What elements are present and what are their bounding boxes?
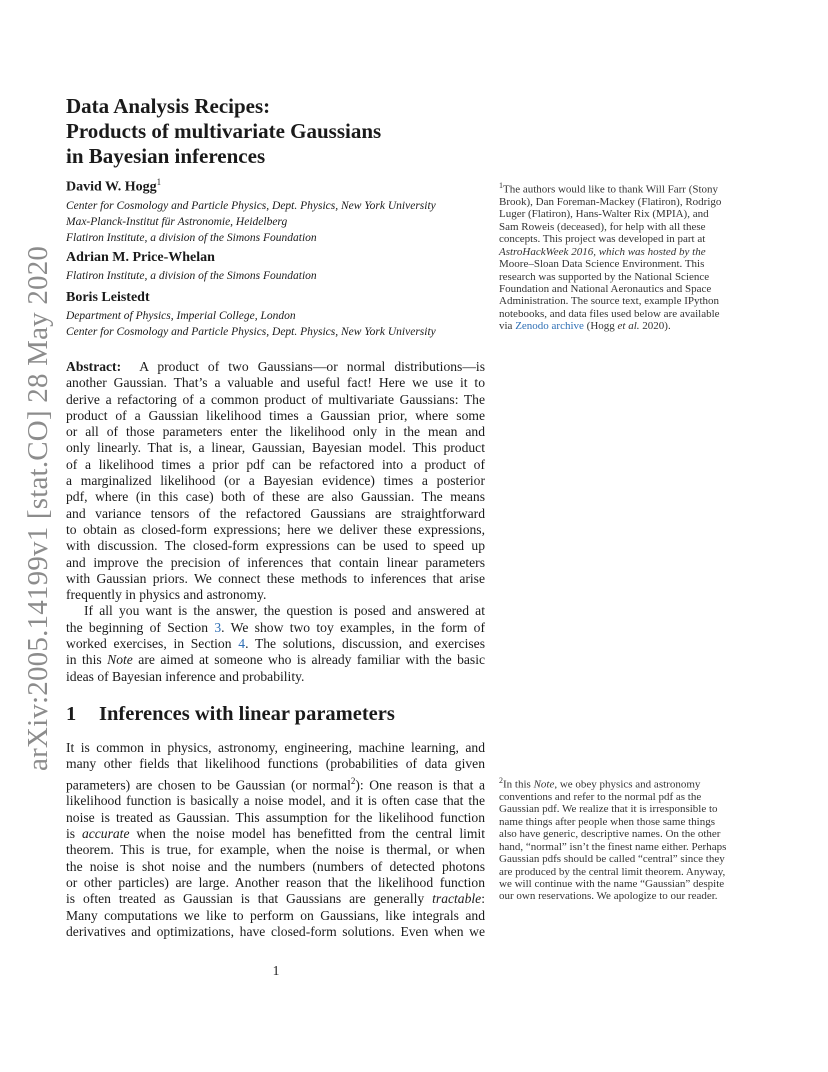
author-name: David W. Hogg$^1$ [66,177,162,195]
section-number: 1 [66,703,77,725]
author-block-leistedt [66,290,436,340]
footnote-mark[interactable]: 1 [156,177,162,187]
author-block-hogg [66,177,436,246]
title-line: in Bayesian inferences [66,144,266,168]
section-3-reference-link[interactable]: 3 [214,619,222,635]
footnote-mark[interactable]: 2 [350,775,356,786]
page-number: 1 [272,963,280,978]
section-1-body: It is common in physics, astronomy, engineering, machine learning, and many other fields that likelihood functions (probabilities of data given parameters) are chosen to be Gaussian (or normal$^2$): One reason is that a likelihood function is basically a noise model, and it is often case that the noise is treated as Gaussian. This assumption for the likelihood function is accurate when the noise model has benefitted from the central limit theorem. This is true, for example, when the noise is thermal, or when the noise is shot noise and the numbers (numbers of detected photons or other particles) are large. Another reason that the likelihood function is often treated as Gaussian is that Gaussians are generally tractable: Many computations we like to perform on Gaussians, like integrals and derivatives and optimizations, have closed-form solutions. Even when we [66,740,485,939]
abstract: Abstract: A product of two Gaussians—or normal distributions—is another Gaussian. That’s a valuable and useful fact! Here we use it to derive a refactoring of a common product of multivariate Gaussians: The product of a Gaussian likelihood times a Gaussian prior, where some or all of those parameters enter the likelihood only in the mean and only linearly. That is, a linear, Gaussian, Bayesian model. This product of a likelihood times a prior pdf can be refactored into a product of a marginalized likelihood (or a Bayesian evidence) times a posterior pdf, where (in this case) both of these are also Gaussian. The means and variance tensors of the refactored Gaussians are straightforward to obtain as closed-form expressions; here we deliver these expressions, with discussion. The closed-form expressions can be used to speed up and improve the precision of inferences that contain linear parameters with Gaussian priors. We connect these methods to inferences that arise frequently in physics and astronomy. If all you want is the answer, the question is posed and answered at the beginning of Section 3. We show two toy examples, in the form of worked exercises, in Section 4. The solutions, discussion, and exercises in this Note are aimed at someone who is already familiar with the basic ideas of Bayesian inference and probability. [66,359,486,684]
footnote-mark: 1 [499,181,503,190]
affiliation: Center for Cosmology and Particle Physics, Dept. Physics, New York University [66,199,436,212]
section-1-heading [66,703,395,726]
paper-title [66,94,381,169]
author-name: Adrian M. Price-Whelan [66,250,215,265]
affiliation: Department of Physics, Imperial College, London [66,310,296,322]
section-title: Inferences with linear parameters [99,703,395,725]
author-block-price-whelan [66,250,317,284]
affiliation: Center for Cosmology and Particle Physics, Dept. Physics, New York University [66,326,436,338]
affiliation: Flatiron Institute, a division of the Simons Foundation [66,270,317,282]
footnote-1: $^1$The authors would like to thank Will Farr (Stony Brook), Dan Foreman-Mackey (Flatiron), Rodrigo Luger (Flatiron), Hans-Walter Rix (MPIA), and Sam Roweis (deceased), for help with all these concepts. This project was developed in part at AstroHackWeek 2016, which was hosted by the Moore–Sloan Data Science Environment. This research was supported by the National Science Foundation and National Aeronautics and Space Administration. The source text, example IPython notebooks, and data files used below are available via Zenodo archive (Hogg et al. 2020). [499,181,722,333]
zenodo-archive-link[interactable]: Zenodo archive [515,320,584,333]
author-name: Boris Leistedt [66,290,150,305]
section-4-reference-link[interactable]: 4 [238,636,246,652]
affiliation: Max-Planck-Institut für Astronomie, Heidelberg [66,215,288,228]
footnote-mark: 2 [499,776,503,785]
title-line: Products of multivariate Gaussians [66,119,382,143]
title-line: Data Analysis Recipes: [66,94,271,118]
affiliation: Flatiron Institute, a division of the Simons Foundation [66,231,317,244]
abstract-label: Abstract: [66,359,122,374]
arxiv-identifier-stamp: arXiv:2005.14199v1 [stat.CO] 28 May 2020 [22,245,54,771]
footnote-2: $^2$In this Note, we obey physics and astronomy conventions and refer to the normal pdf as the Gaussian pdf. We realize that it is irresponsible to name things after people when those same things also have generic, descriptive names. On the other hand, “normal” isn’t the finest name either. Perhaps Gaussian pdfs should be called “central” since they are produced by the central limit theorem. Anyway, we will continue with the name “Gaussian” despite our own reservations. We apologize to our reader. [499,776,727,903]
